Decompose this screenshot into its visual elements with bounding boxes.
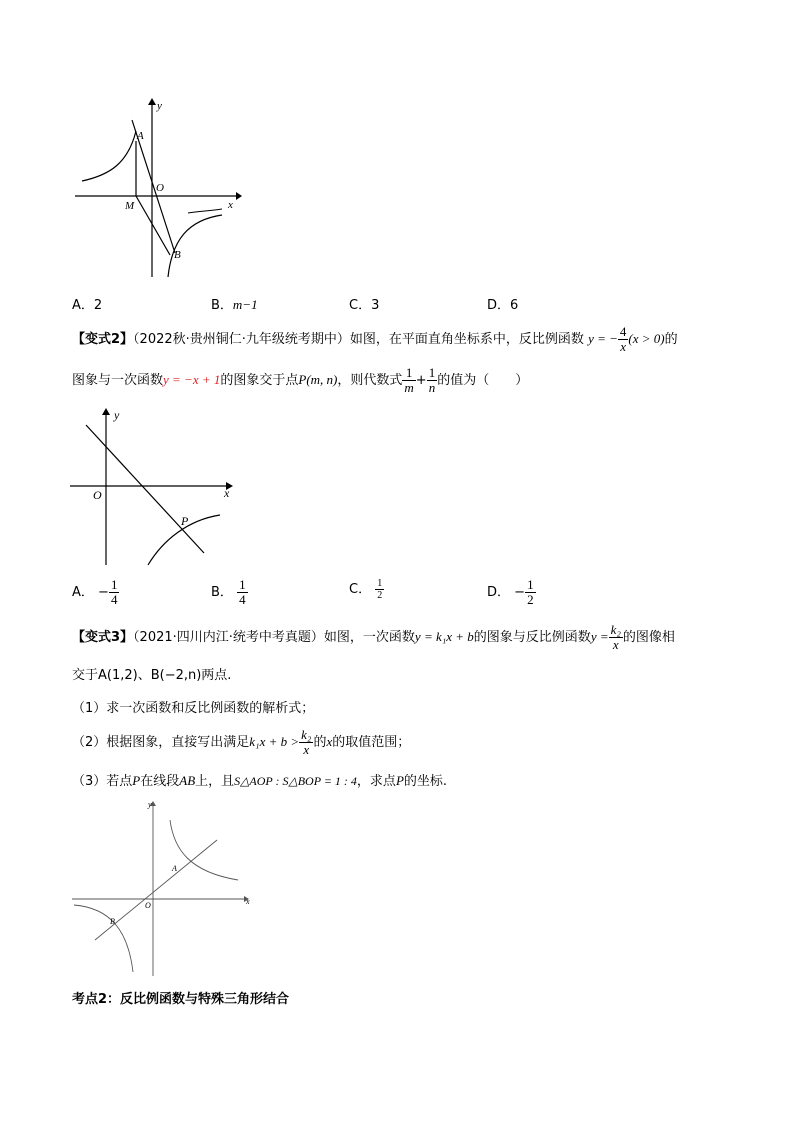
v2-option-d: D． − $\frac{1}{2}$: [487, 577, 534, 607]
fig2-label-O: O: [93, 488, 102, 502]
section-heading: 考点2：反比例函数与特殊三角形结合: [72, 992, 290, 1007]
q1-option-a: A．2: [72, 298, 103, 313]
variant2-line2: 图象与一次函数y = −x + 1的图象交于点P(m, n)，则代数式 $\frac{1}{m}$ + $\frac{1}{n}$ 的值为（ ）: [72, 365, 529, 395]
fig3-label-B: B: [110, 917, 115, 926]
variant3-q1: （1）求一次函数和反比例函数的解析式；: [72, 701, 315, 716]
fig3-label-O: O: [145, 901, 151, 910]
fig1-label-M: M: [125, 200, 135, 212]
fig1-label-A: A: [137, 130, 144, 142]
fig1-label-x: x: [228, 199, 233, 211]
figure-2-graph: [68, 405, 238, 567]
variant3-line1: 【变式3】（2021·四川内江·统考中考真题）如图，一次函数y = k₁x + b的图象与反比例函数y = $\frac{\text{k₂}}{x}$ 的图像相: [72, 622, 675, 652]
fig3-label-A: A: [172, 864, 177, 873]
variant3-q3: （3）若点P在线段AB上，且S△AOP : S△BOP = 1 : 4，求点P的坐标.: [72, 773, 448, 789]
v2-option-b: B． $\frac{1}{4}$: [211, 577, 246, 607]
fig3-label-y: y: [148, 800, 152, 809]
variant3-q2: （2）根据图象，直接写出满足k₁x + b > $\frac{\text{k₂}}{x}$ 的x的取值范围；: [72, 727, 411, 757]
fig3-label-x: x: [246, 897, 250, 906]
variant2-linear-func: y = −x + 1: [163, 372, 221, 387]
variant3-tag: 【变式3】: [72, 630, 134, 645]
fig1-label-B: B: [174, 249, 181, 261]
v2-option-c: C． $\frac{1}{2}$: [349, 578, 383, 601]
fig1-label-y: y: [157, 100, 162, 112]
v2-option-a: A． − $\frac{1}{4}$: [72, 577, 118, 607]
q1-option-d: D．6: [487, 298, 519, 313]
variant2-line1: 【变式2】（2022秋·贵州铜仁·九年级统考期中）如图，在平面直角坐标系中，反比例函数 y = − $\frac{4}{x}$ (x > 0)的: [72, 324, 678, 354]
fig2-label-y: y: [114, 408, 120, 422]
fig1-label-O: O: [156, 182, 164, 194]
variant3-line2: 交于A(1,2)、B(−2,n)两点.: [72, 668, 232, 683]
q1-option-b: B．m−1: [211, 297, 258, 313]
q1-option-c: C．3: [349, 298, 380, 313]
fig2-label-x: x: [224, 486, 230, 500]
variant2-tag: 【变式2】: [72, 332, 134, 347]
fig2-label-P: P: [181, 514, 189, 528]
figure-1-graph: [70, 95, 245, 280]
figure-3-graph: [70, 800, 255, 980]
